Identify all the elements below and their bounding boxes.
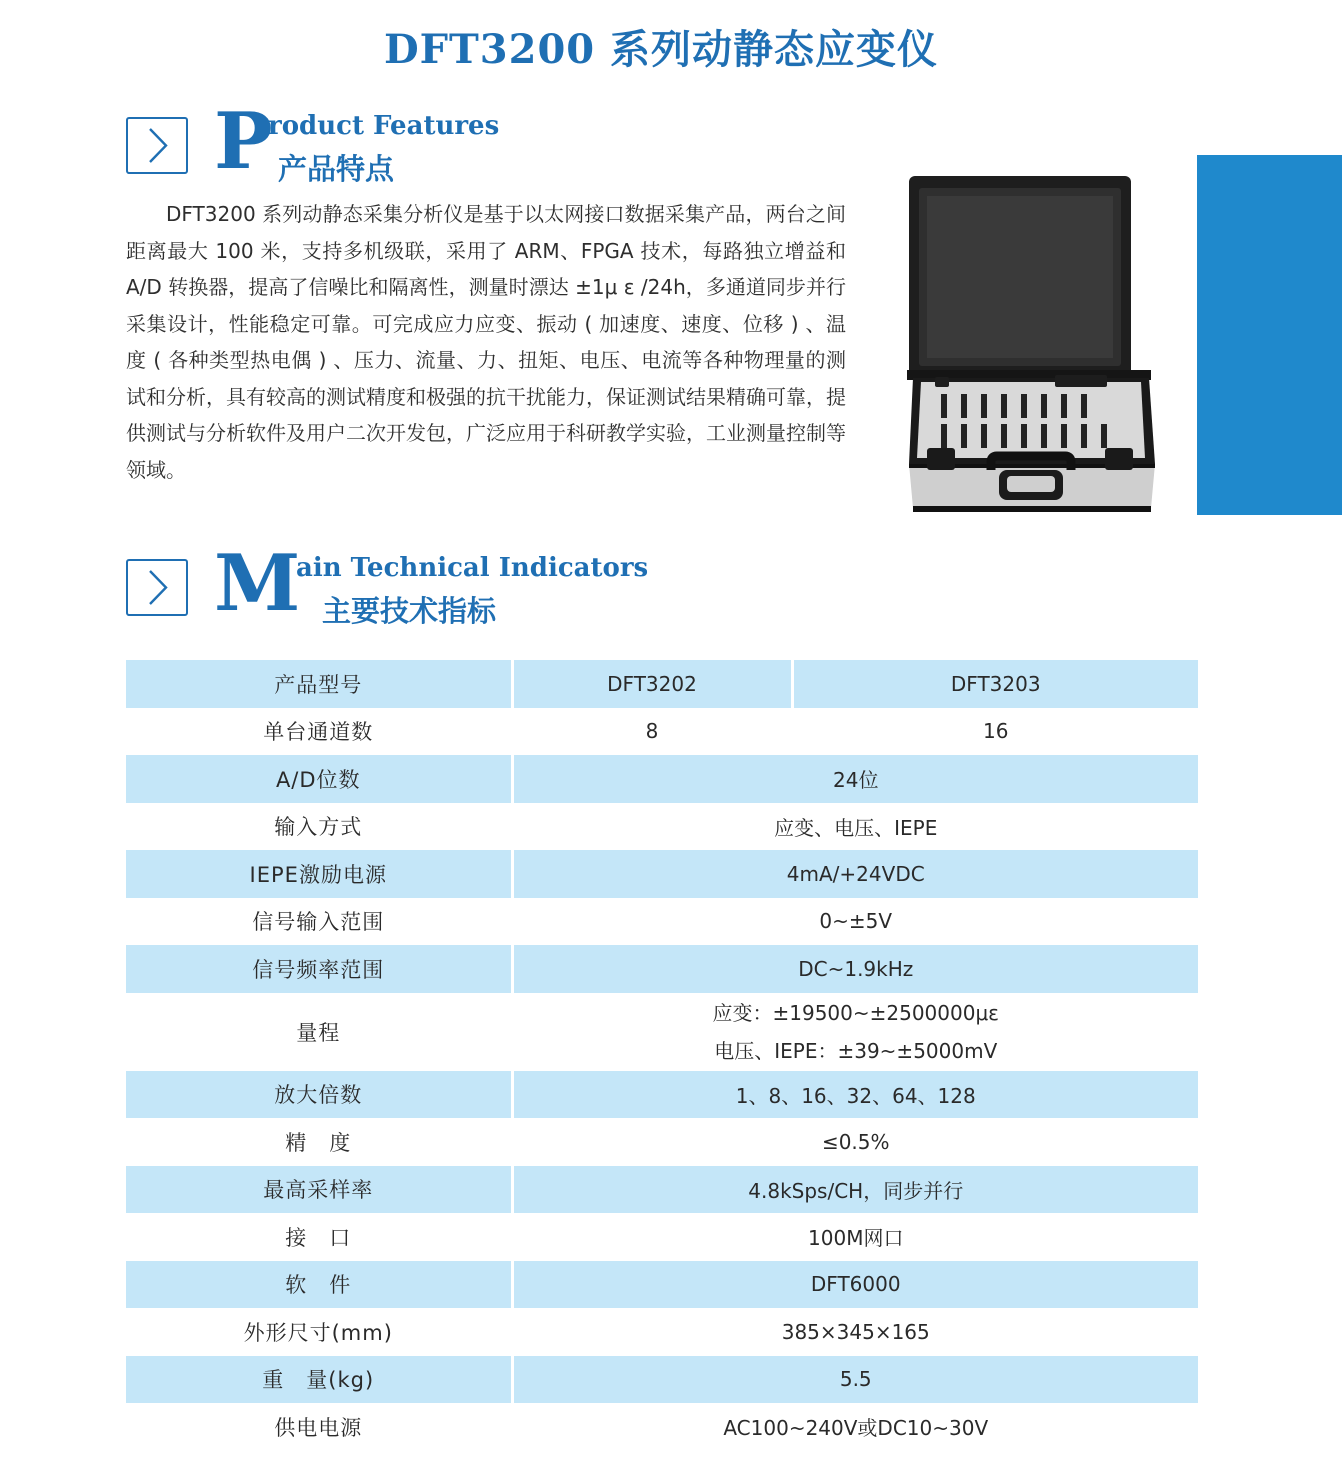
- indicators-arrow-box: [126, 559, 188, 616]
- row-value: DC~1.9kHz: [512, 945, 1198, 993]
- row-label: 供电电源: [274, 1415, 363, 1440]
- features-paragraph: DFT3200 系列动静态采集分析仪是基于以太网接口数据采集产品，两台之间距离最大 100 米，支持多机级联，采用了 ARM、FPGA 技术，每路独立增益和 A/D 转换器，提高了信噪比和隔离性，测量时漂达 ±1μ ε /24h，多通道同步并行采集设计，性能稳定可靠。可完成应力应变、振动 ( 加速度、速度、位移 ) 、温度 ( 各种类型热电偶 ) 、压力、流量、力、扭矩、电压、电流等各种物理量的测试和分析，具有较高的测试精度和极强的抗干扰能力，保证测试结果精确可靠，提供测试与分析软件及用户二次开发包，广泛应用于科研教学实验，工业测量控制等领域。: [126, 202, 846, 482]
- row-label: 最高采样率: [126, 1166, 512, 1214]
- table-row: [126, 1356, 1198, 1404]
- features-heading-en: roduct Features: [268, 111, 500, 141]
- row-value: DFT3203: [792, 660, 1198, 708]
- row-value: AC100~240V或DC10~30V: [512, 1403, 1198, 1451]
- table-row: [126, 1308, 1198, 1356]
- row-value: 24位: [512, 755, 1198, 803]
- row-value: 应变、电压、IEPE: [512, 803, 1198, 851]
- table-row: [126, 660, 1198, 708]
- row-label: 量程: [296, 1020, 341, 1045]
- row-label: 信号输入范围: [252, 910, 385, 935]
- row-label: 软 件: [126, 1261, 512, 1309]
- table-row: [126, 945, 1198, 993]
- table-row: [126, 993, 1198, 1071]
- row-value: 100M网口: [512, 1213, 1198, 1261]
- row-value: 0~±5V: [512, 898, 1198, 946]
- table-row: [126, 1166, 1198, 1214]
- table-row: [126, 708, 1198, 756]
- row-value: 5.5: [512, 1356, 1198, 1404]
- row-label: 接 口: [285, 1225, 352, 1250]
- row-value: 16: [792, 708, 1198, 756]
- chevron-right-icon: [128, 561, 186, 614]
- row-label: 产品型号: [126, 660, 512, 708]
- chevron-right-icon: [128, 119, 186, 172]
- row-value: [512, 993, 1198, 1071]
- side-color-tab: [1197, 155, 1342, 515]
- indicators-heading-en: ain Technical Indicators: [296, 553, 649, 583]
- indicators-initial: M: [214, 538, 301, 629]
- features-heading-zh: 产品特点: [278, 152, 395, 186]
- row-label: 信号频率范围: [126, 945, 512, 993]
- table-row: [126, 1118, 1198, 1166]
- range-voltage: 电压、IEPE：±39~±5000mV: [714, 1038, 998, 1063]
- row-label: IEPE激励电源: [126, 850, 512, 898]
- page-title: DFT3200 系列动静态应变仪: [383, 26, 939, 73]
- row-label: A/D位数: [126, 755, 512, 803]
- indicators-heading-zh: 主要技术指标: [322, 594, 497, 628]
- row-value: 385×345×165: [512, 1308, 1198, 1356]
- features-initial: P: [214, 96, 273, 187]
- row-value: ≤0.5%: [512, 1118, 1198, 1166]
- row-label: 精 度: [285, 1130, 352, 1155]
- table-row: [126, 1261, 1198, 1309]
- table-row: [126, 850, 1198, 898]
- row-label: 重 量(kg): [126, 1356, 512, 1404]
- row-label: 单台通道数: [263, 720, 374, 745]
- range-strain: 应变：±19500~±2500000με: [712, 1000, 999, 1025]
- table-row: [126, 1071, 1198, 1119]
- row-value: 4mA/+24VDC: [512, 850, 1198, 898]
- table-row: [126, 1403, 1198, 1451]
- row-value: 4.8kSps/CH，同步并行: [512, 1166, 1198, 1214]
- row-value: DFT6000: [512, 1261, 1198, 1309]
- row-value: 1、8、16、32、64、128: [512, 1071, 1198, 1119]
- product-photo: [905, 172, 1157, 516]
- row-label: 放大倍数: [126, 1071, 512, 1119]
- table-row: [126, 1213, 1198, 1261]
- row-value: 8: [512, 708, 792, 756]
- table-row: [126, 898, 1198, 946]
- table-row: [126, 803, 1198, 851]
- features-arrow-box: [126, 117, 188, 174]
- row-value: DFT3202: [512, 660, 792, 708]
- spec-table: [126, 660, 1198, 1451]
- row-label: 输入方式: [274, 815, 363, 840]
- table-row: [126, 755, 1198, 803]
- row-label: 外形尺寸(mm): [243, 1320, 393, 1345]
